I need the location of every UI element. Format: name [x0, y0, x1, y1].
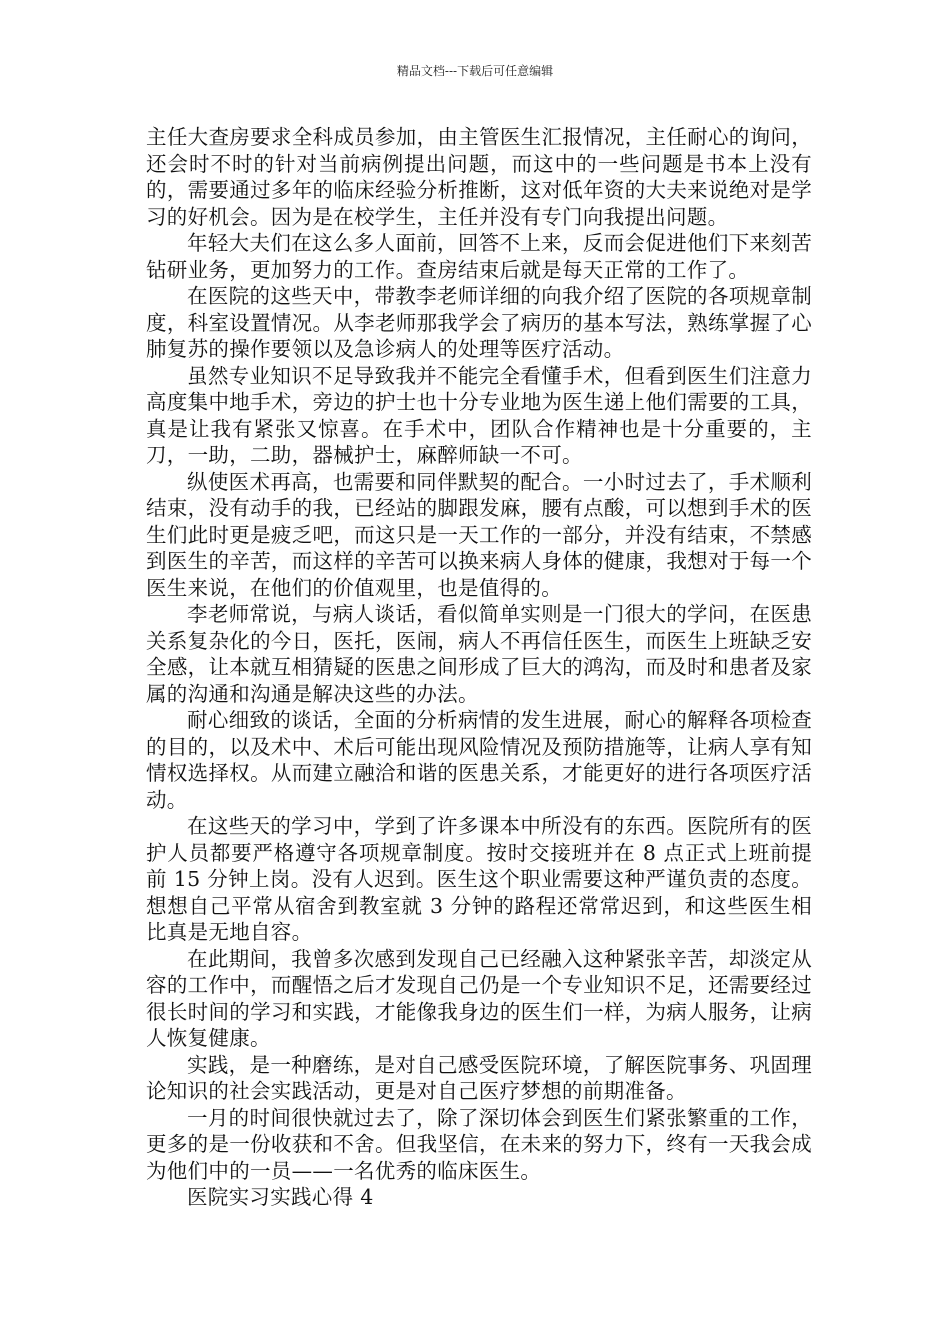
paragraph: 在此期间，我曾多次感到发现自己已经融入这种紧张辛苦，却淡定从容的工作中，而醒悟之后才发现自己仍是一个专业知识不足，还需要经过很长时间的学习和实践，才能像我身边的医生们一样，为病人服务，让病人恢复健康。 — [146, 946, 812, 1050]
paragraph: 在医院的这些天中，带教李老师详细的向我介绍了医院的各项规章制度，科室设置情况。从李老师那我学会了病历的基本写法，熟练掌握了心肺复苏的操作要领以及急诊病人的处理等医疗活动。 — [146, 284, 812, 361]
paragraph: 耐心细致的谈话，全面的分析病情的发生进展，耐心的解释各项检查的目的，以及术中、术后可能出现风险情况及预防措施等，让病人享有知情权选择权。从而建立融洽和谐的医患关系，才能更好的进行各项医疗活动。 — [146, 708, 812, 812]
paragraph: 李老师常说，与病人谈话，看似简单实则是一门很大的学问，在医患关系复杂化的今日，医托，医闹，病人不再信任医生，而医生上班缺乏安全感，让本就互相猜疑的医患之间形成了巨大的鸿沟，而及时和患者及家属的沟通和沟通是解决这些的办法。 — [146, 602, 812, 706]
paragraph: 在这些天的学习中，学到了许多课本中所没有的东西。医院所有的医护人员都要严格遵守各项规章制度。按时交接班并在 8 点正式上班前提前 15 分钟上岗。没有人迟到。医生这个职业需要这种严谨负责的态度。想想自己平常从宿舍到教室就 3 分钟的路程还常常迟到，和这些医生相比真是无地自容。 — [146, 814, 812, 944]
section-heading: 医院实习实践心得 4 — [187, 1185, 374, 1209]
paragraph: 一月的时间很快就过去了，除了深切体会到医生们紧张繁重的工作，更多的是一份收获和不舍。但我坚信，在未来的努力下，终有一天我会成为他们中的一员——一名优秀的临床医生。 — [146, 1105, 812, 1183]
document-body — [146, 124, 812, 1211]
paragraph: 年轻大夫们在这么多人面前，回答不上来，反而会促进他们下来刻苦钻研业务，更加努力的工作。查房结束后就是每天正常的工作了。 — [146, 231, 812, 282]
paragraph: 虽然专业知识不足导致我并不能完全看懂手术，但看到医生们注意力高度集中地手术，旁边的护士也十分专业地为医生递上他们需要的工具，真是让我有紧张又惊喜。在手术中，团队合作精神也是十分重要的，主刀，一助，二助，器械护士，麻醉师缺一不可。 — [146, 363, 812, 467]
paragraph: 主任大查房要求全科成员参加，由主管医生汇报情况，主任耐心的询问，还会时不时的针对当前病例提出问题，而这中的一些问题是书本上没有的，需要通过多年的临床经验分析推断，这对低年资的大夫来说绝对是学习的好机会。因为是在校学生，主任并没有专门向我提出问题。 — [146, 125, 812, 229]
paragraph: 纵使医术再高，也需要和同伴默契的配合。一小时过去了，手术顺利结束，没有动手的我，已经站的脚跟发麻，腰有点酸，可以想到手术的医生们此时更是疲乏吧，而这只是一天工作的一部分，并没有结束，不禁感到医生的辛苦，而这样的辛苦可以换来病人身体的健康，我想对于每一个医生来说，在他们的价值观里，也是值得的。 — [146, 469, 812, 600]
paragraph: 实践，是一种磨练，是对自己感受医院环境，了解医院事务、巩固理论知识的社会实践活动，更是对自己医疗梦想的前期准备。 — [146, 1052, 812, 1103]
page-header: 精品文档---下载后可任意编辑 — [396, 64, 554, 78]
